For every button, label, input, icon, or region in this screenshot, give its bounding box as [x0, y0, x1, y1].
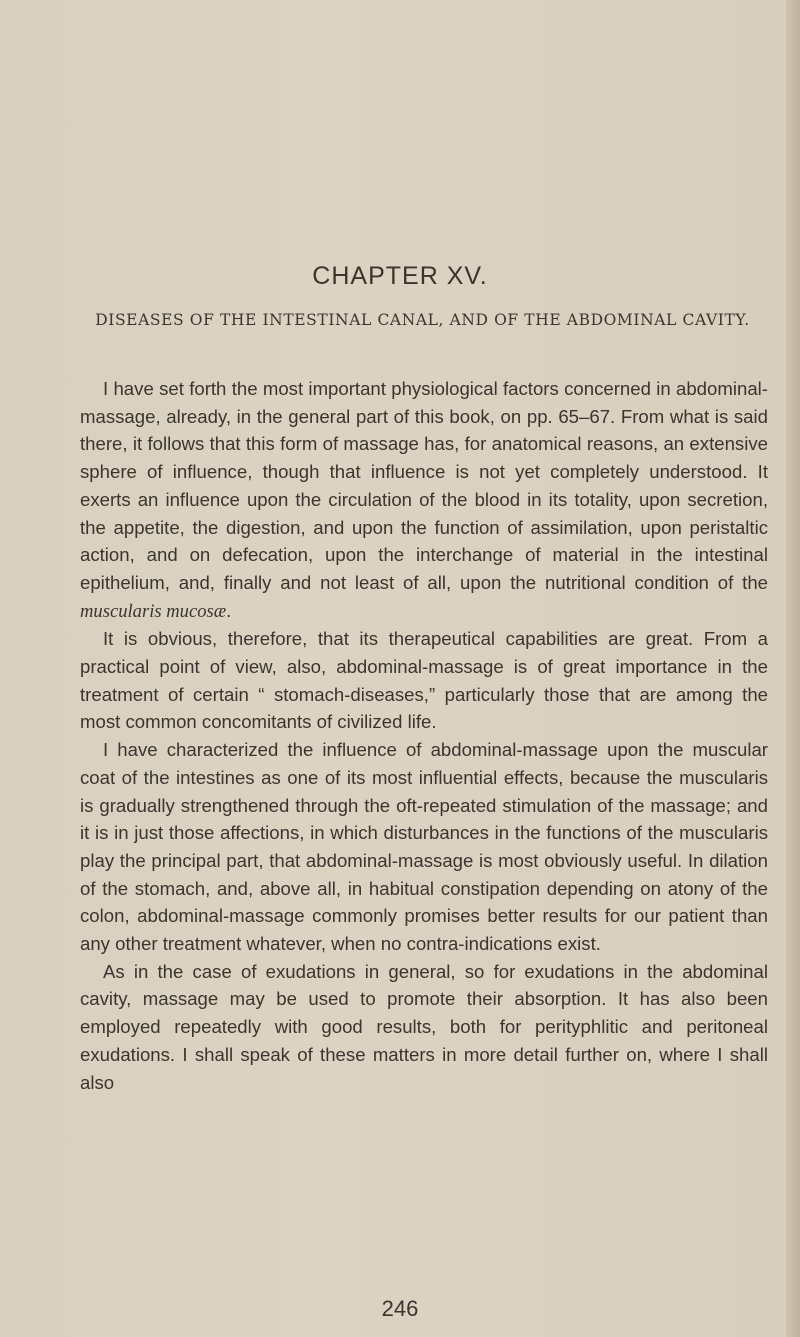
page-edge [786, 0, 800, 1337]
paragraph [80, 375, 768, 625]
paragraph: It is obvious, therefore, that its therapeutical capabilities are great. From a practical point of view, also, abdominal-massage is of great importance in the treatment of certain “ stomach-diseases,” particularly those that are among the most common concomitants of civilized life. [80, 628, 768, 733]
paragraph: I have characterized the influence of abdominal-massage upon the muscular coat of the intestines as one of its most influential effects, because the muscularis is gradually strengthened through the oft-repeated stimulation of the massage; and it is in just those affections, in which disturbances in the functions of the muscularis play the principal part, that abdominal-massage is most obviously useful. In dilation of the stomach, and, above all, in habitual constipation depending on atony of the colon, abdominal-massage commonly promises better results for our patient than any other treatment whatever, when no contra-indications exist. [80, 739, 768, 955]
italic-term: muscularis mucosæ [80, 600, 227, 622]
page-number: 246 [381, 1296, 419, 1321]
chapter-title: CHAPTER XV. [312, 262, 488, 290]
paragraph-end: . [226, 599, 232, 621]
paragraph-text: I have set forth the most important physiological factors concerned in abdominal-massage, already, in the general part of this book, on pp. 65–67. From what is said there, it follows that this form of massage has, for anatomical reasons, an extensive sphere of influence, though that influence is not yet completely understood. It exerts an influence upon the circulation of the blood in its totality, upon secretion, the appetite, the digestion, and upon the function of assimilation, upon peristaltic action, and on defecation, upon the interchange of material in the intestinal epithelium, and, finally and not least of all, upon the nutritional condition of the [80, 378, 768, 593]
body-text [80, 375, 768, 1096]
section-heading: DISEASES OF THE INTESTINAL CANAL, AND OF THE ABDOMINAL CAVITY. [95, 311, 750, 329]
paragraph: As in the case of exudations in general, so for exudations in the abdominal cavity, massage may be used to promote their absorption. It has also been employed repeatedly with good results, both for perityphlitic and peritoneal exudations. I shall speak of these matters in more detail further on, where I shall also [80, 960, 768, 1093]
